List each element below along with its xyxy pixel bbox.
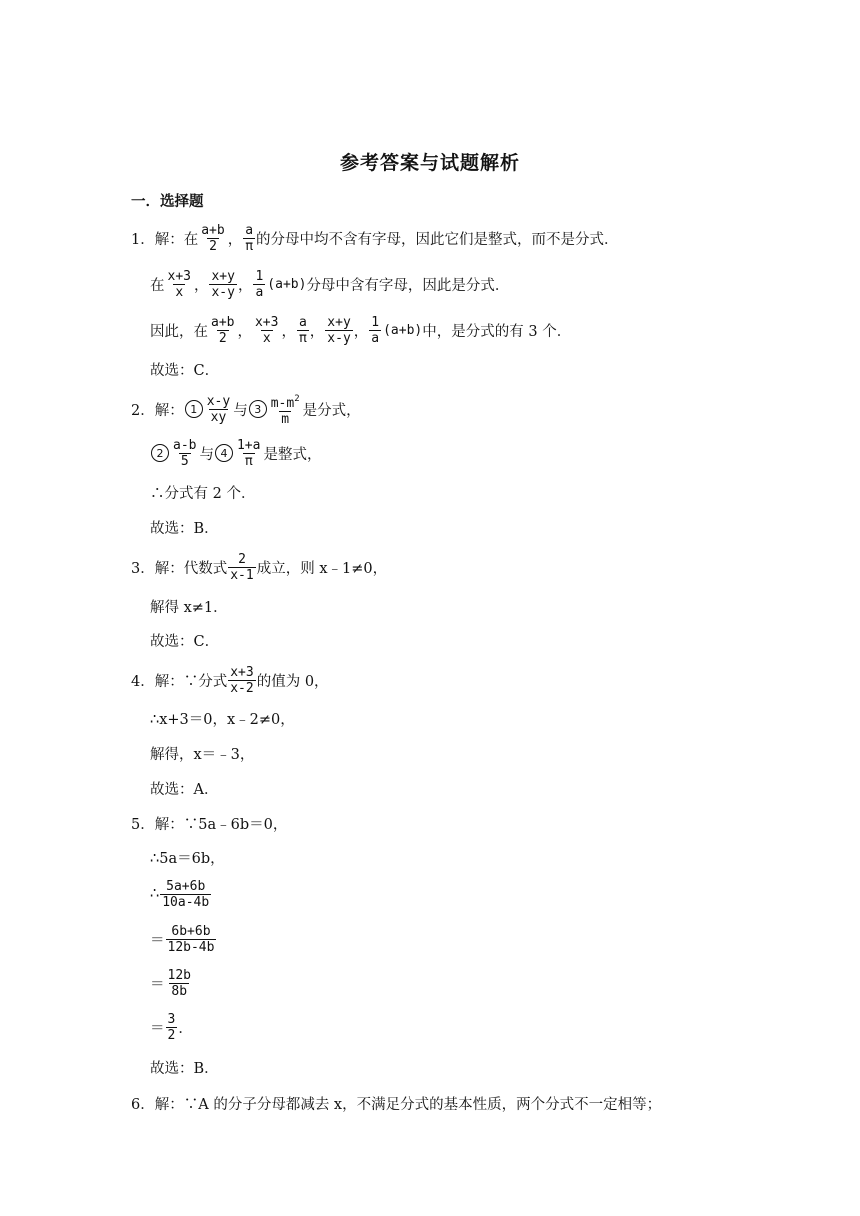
text: ＝ bbox=[150, 932, 165, 949]
text: 与 bbox=[233, 402, 248, 419]
text: 因此，在 bbox=[150, 323, 208, 340]
fraction: $\frac{5a+6b}{10a-4b}$ bbox=[162, 878, 210, 910]
circled-number: 4 bbox=[215, 444, 233, 462]
q2-line-1 bbox=[131, 393, 361, 427]
text: 的值为 0， bbox=[256, 673, 329, 690]
q5-answer: 故选：B． bbox=[150, 1060, 219, 1077]
q6-line-1 bbox=[131, 1089, 661, 1117]
q2-line-2 bbox=[150, 439, 321, 467]
fraction: $\frac{x+3}{x}$ bbox=[254, 314, 279, 346]
q5-line-2: ∴5a＝6b， bbox=[150, 850, 225, 867]
fraction: $\frac{x-y}{xy}$ bbox=[206, 393, 231, 425]
text: 在 bbox=[150, 277, 165, 294]
q3-line-2: 解得 x≠1． bbox=[150, 599, 228, 616]
question-number: 4． bbox=[131, 673, 155, 690]
text: 成立，则 x﹣1≠0， bbox=[256, 560, 388, 577]
fraction: $\frac{a+b}{2}$ bbox=[201, 222, 225, 254]
question-number: 6． bbox=[131, 1096, 155, 1113]
fraction: $\frac{6b+6b}{12b-4b}$ bbox=[167, 923, 215, 955]
fraction: $\frac{a-b}{5}$ bbox=[173, 437, 197, 469]
page-title: 参考答案与试题解析 bbox=[339, 152, 520, 174]
text: ＝ bbox=[150, 976, 165, 993]
text: 解：∵5a﹣6b＝0， bbox=[154, 816, 288, 833]
circled-number: 3 bbox=[249, 400, 267, 418]
text: ． bbox=[178, 1020, 193, 1037]
fraction: $\frac{a+b}{2}$ bbox=[211, 314, 235, 346]
q5-step-3 bbox=[150, 969, 194, 997]
q5-step-4 bbox=[150, 1013, 193, 1041]
text: 中，是分式的有 3 个． bbox=[422, 323, 572, 340]
fraction: $\frac{x+y}{x-y}$ bbox=[327, 314, 351, 346]
fraction: $\frac{12b}{8b}$ bbox=[167, 967, 191, 999]
fraction: $\frac{a}{\pi}$ bbox=[245, 222, 254, 254]
q4-line-2: ∴x+3＝0，x﹣2≠0， bbox=[150, 711, 295, 728]
text: 解：∵分式 bbox=[154, 673, 228, 690]
fraction: $\frac{2}{x-1}$ bbox=[230, 551, 254, 583]
section-heading: 一．选择题 bbox=[131, 194, 204, 210]
comma: ， bbox=[227, 231, 243, 248]
q1-answer: 故选：C． bbox=[150, 362, 220, 379]
fraction: $\frac{3}{2}$ bbox=[167, 1011, 176, 1043]
q4-line-1 bbox=[131, 666, 329, 694]
q3-line-1 bbox=[131, 553, 387, 581]
q5-step-2 bbox=[150, 925, 217, 953]
comma: ， bbox=[237, 277, 253, 294]
q1-line-1 bbox=[131, 224, 619, 252]
paren-expr: (a+b) bbox=[267, 276, 307, 292]
fraction: $\frac{1}{a}$ bbox=[371, 314, 380, 346]
question-number: 5． bbox=[131, 816, 155, 833]
q1-line-2 bbox=[150, 270, 509, 298]
circled-number: 1 bbox=[185, 400, 203, 418]
text: 分母中含有字母，因此是分式． bbox=[306, 277, 510, 294]
fraction: $\frac{1+a}{\pi}$ bbox=[236, 437, 261, 469]
fraction: $\frac{1}{a}$ bbox=[255, 268, 264, 300]
fraction: $\frac{m-m^2}{m}$ bbox=[270, 393, 300, 427]
paren-expr: (a+b) bbox=[383, 322, 423, 338]
circled-number: 2 bbox=[151, 444, 169, 462]
q2-answer: 故选：B． bbox=[150, 520, 219, 537]
comma: ， bbox=[193, 277, 209, 294]
comma: ， bbox=[281, 323, 296, 340]
comma: ， bbox=[309, 323, 325, 340]
text: 解：代数式 bbox=[154, 560, 228, 577]
text: 与 bbox=[199, 446, 214, 463]
text: 是分式， bbox=[302, 402, 361, 419]
comma: ， bbox=[353, 323, 369, 340]
text: 解： bbox=[154, 402, 184, 419]
text: 是整式， bbox=[263, 446, 322, 463]
fraction: $\frac{x+y}{x-y}$ bbox=[211, 268, 235, 300]
q5-step-1 bbox=[150, 880, 212, 908]
question-number: 2． bbox=[131, 402, 155, 419]
q5-line-1 bbox=[131, 809, 287, 837]
q2-line-3: ∴分式有 2 个． bbox=[150, 485, 256, 502]
text: 解：∵A 的分子分母都减去 x，不满足分式的基本性质，两个分式不一定相等； bbox=[154, 1096, 662, 1113]
q3-answer: 故选：C． bbox=[150, 633, 220, 650]
q4-line-3: 解得，x＝﹣3， bbox=[150, 746, 255, 763]
text: 解：在 bbox=[154, 231, 199, 248]
q4-answer: 故选：A． bbox=[150, 781, 219, 798]
fraction: $\frac{x+3}{x}$ bbox=[167, 268, 191, 300]
text: ＝ bbox=[150, 1020, 165, 1037]
text: ∴ bbox=[150, 886, 160, 902]
fraction: $\frac{a}{\pi}$ bbox=[298, 314, 307, 346]
fraction: $\frac{x+3}{x-2}$ bbox=[230, 664, 254, 696]
comma: ， bbox=[237, 323, 252, 340]
text: 的分母中均不含有字母，因此它们是整式，而不是分式． bbox=[256, 231, 619, 248]
q1-line-3 bbox=[150, 316, 571, 344]
question-number: 1． bbox=[131, 231, 155, 248]
question-number: 3． bbox=[131, 560, 155, 577]
